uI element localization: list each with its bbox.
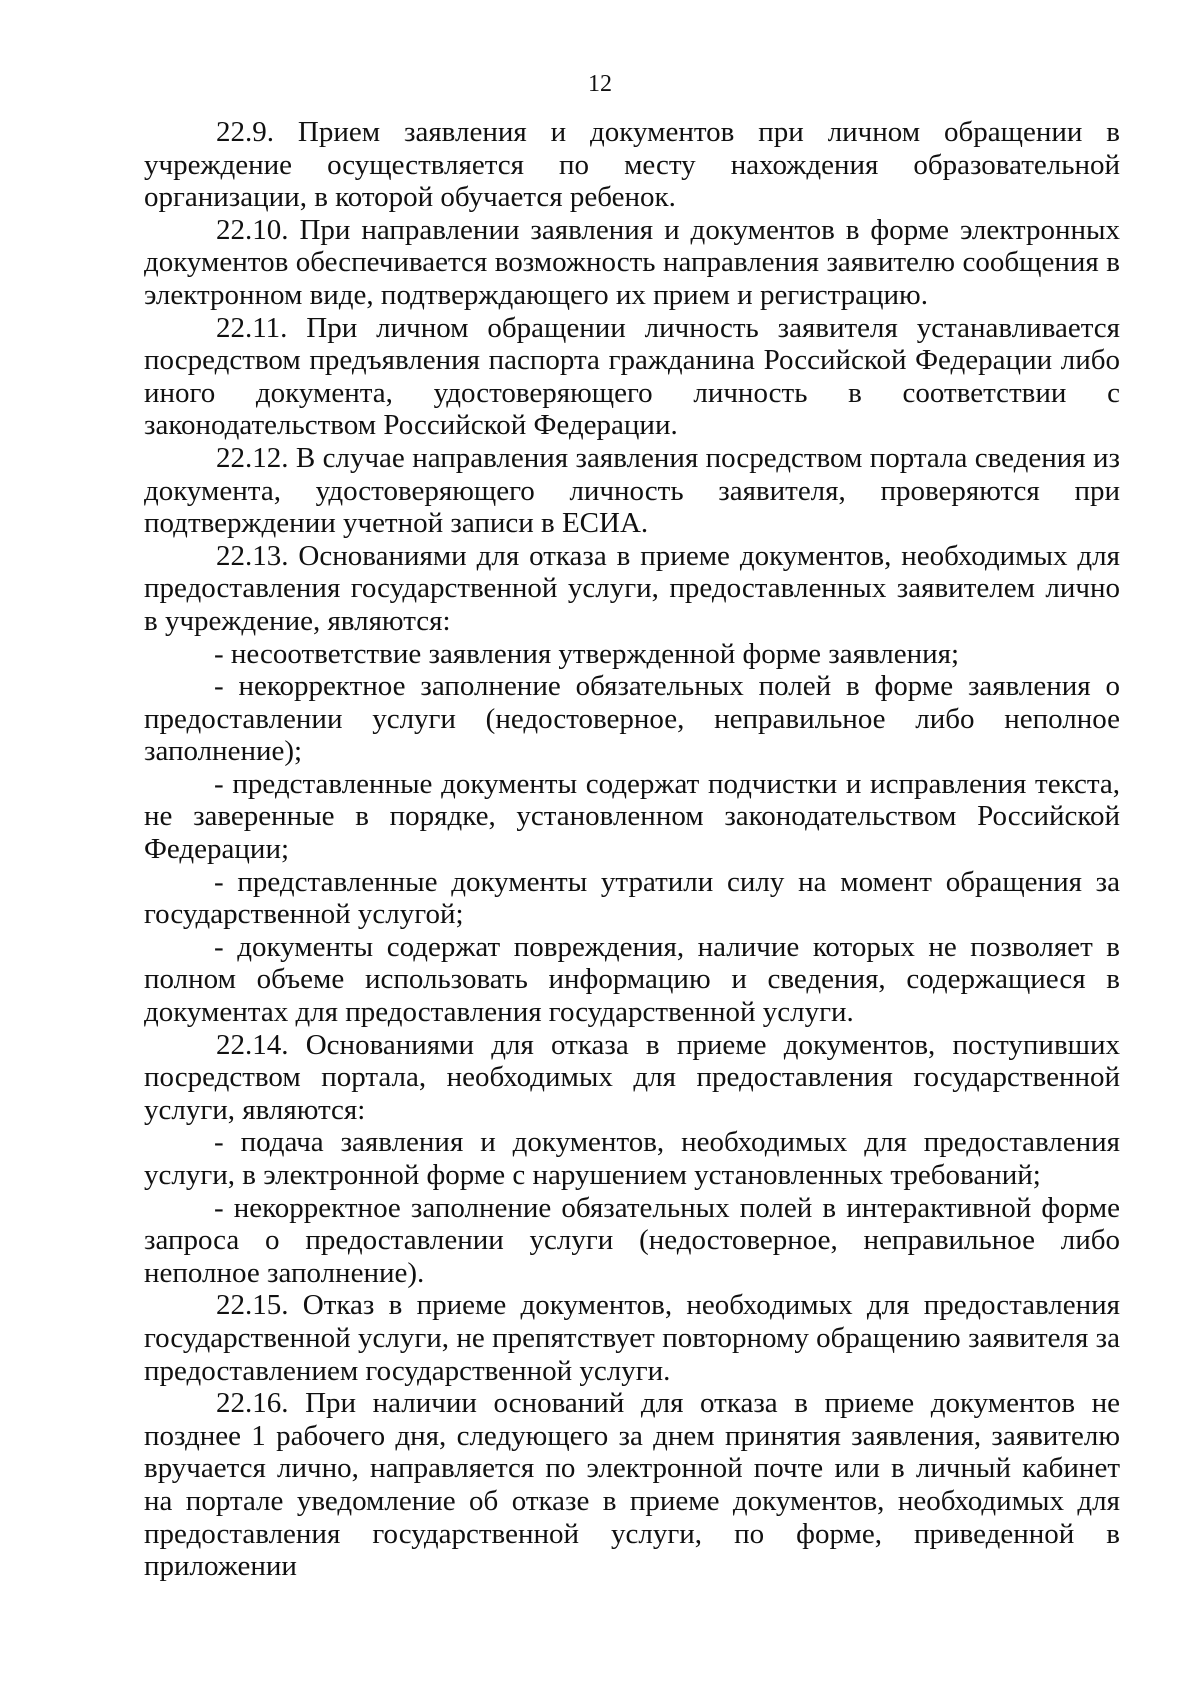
list-item: - некорректное заполнение обязательных полей в интерактивной форме запроса о предоставлении услуги (недостоверное, неправильное либо неполное заполнение). — [144, 1191, 1120, 1289]
list-item: - представленные документы утратили силу на момент обращения за государственной услугой; — [144, 865, 1120, 931]
document-body — [144, 116, 1120, 1583]
paragraph-22-14: 22.14. Основаниями для отказа в приеме документов, поступивших посредством портала, необходимых для предоставления государственной услуги, являются: — [144, 1028, 1120, 1126]
paragraph-22-11: 22.11. При личном обращении личность заявителя устанавливается посредством предъявления паспорта гражданина Российской Федерации либо иного документа, удостоверяющего личность в соответствии с законодательством Российской Федерации. — [144, 311, 1120, 442]
paragraph-22-10: 22.10. При направлении заявления и документов в форме электронных документов обеспечивается возможность направления заявителю сообщения в электронном виде, подтверждающего их прием и регистрацию. — [144, 213, 1120, 311]
list-item: - документы содержат повреждения, наличие которых не позволяет в полном объеме использовать информацию и сведения, содержащиеся в документах для предоставления государственной услуги. — [144, 930, 1120, 1029]
list-item: - несоответствие заявления утвержденной форме заявления; — [214, 637, 960, 670]
paragraph-22-15: 22.15. Отказ в приеме документов, необходимых для предоставления государственной услуги, не препятствует повторному обращению заявителя за предоставлением государственной услуги. — [144, 1289, 1120, 1387]
list-item: - представленные документы содержат подчистки и исправления текста, не заверенные в порядке, установленном законодательством Российской Федерации; — [144, 767, 1120, 866]
paragraph-22-12: 22.12. В случае направления заявления посредством портала сведения из документа, удостоверяющего личность заявителя, проверяются при подтверждении учетной записи в ЕСИА. — [144, 441, 1120, 540]
paragraph-22-13: 22.13. Основаниями для отказа в приеме документов, необходимых для предоставления государственной услуги, предоставленных заявителем лично в учреждение, являются: — [144, 539, 1120, 637]
paragraph-22-9: 22.9. Прием заявления и документов при личном обращении в учреждение осуществляется по месту нахождения образовательной организации, в которой обучается ребенок. — [144, 116, 1120, 214]
list-item: - подача заявления и документов, необходимых для предоставления услуги, в электронной форме с нарушением установленных требований; — [144, 1126, 1120, 1191]
page-number: 12 — [588, 71, 612, 97]
paragraph-22-16: 22.16. При наличии оснований для отказа в приеме документов не позднее 1 рабочего дня, следующего за днем принятия заявления, заявителю вручается лично, направляется по электронной почте или в личный кабинет на портале уведомление об отказе в приеме документов, необходимых для предоставления государственной услуги, по форме, приведенной в приложении — [144, 1387, 1120, 1583]
list-item: - некорректное заполнение обязательных полей в форме заявления о предоставлении услуги (недостоверное, неправильное либо неполное заполнение); — [144, 670, 1120, 768]
